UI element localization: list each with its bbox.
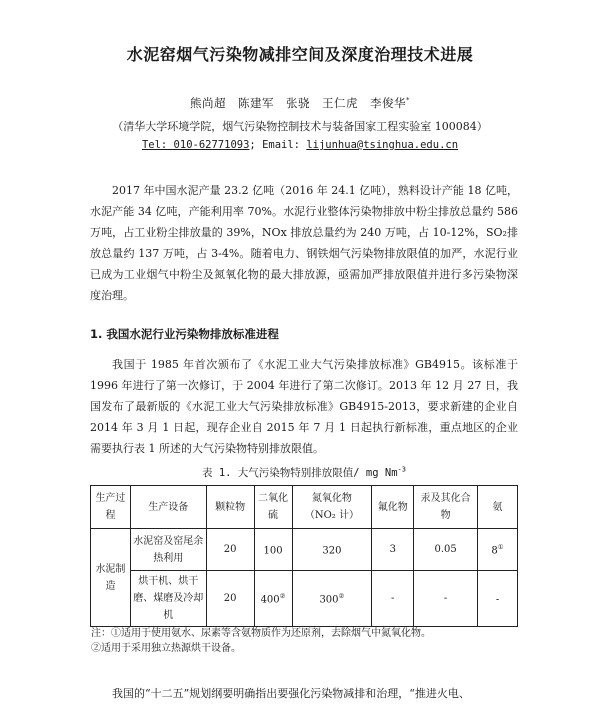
header-process: 生产过程 bbox=[91, 486, 131, 529]
fluoride-cell: - bbox=[372, 571, 414, 627]
nox-value: 320 bbox=[322, 545, 342, 557]
header-so2: 二氧化硫 bbox=[254, 486, 292, 529]
mercury-cell: 0.05 bbox=[414, 529, 478, 571]
emission-limits-table bbox=[90, 485, 518, 627]
equipment-cell: 水泥窑及窑尾余热利用 bbox=[130, 529, 206, 571]
table-row bbox=[91, 529, 518, 571]
so2-cell bbox=[254, 529, 292, 571]
mercury-cell: - bbox=[414, 571, 478, 627]
contact-separator: ; Email: bbox=[249, 139, 307, 151]
ammonia-value: 8 bbox=[491, 545, 498, 557]
ammonia-cell bbox=[478, 529, 518, 571]
table-note-1: 注：①适用于使用氨水、尿素等含氨物质作为还原剂，去除烟气中氮氧化物。 bbox=[91, 628, 431, 639]
header-particulate: 颗粒物 bbox=[206, 486, 254, 529]
nox-note-mark: ② bbox=[338, 592, 345, 601]
author-list bbox=[150, 95, 450, 111]
so2-cell bbox=[254, 571, 292, 627]
header-fluoride: 氟化物 bbox=[372, 486, 414, 529]
particulate-cell: 20 bbox=[206, 529, 254, 571]
fluoride-cell: 3 bbox=[372, 529, 414, 571]
process-cell: 水泥制造 bbox=[91, 529, 131, 627]
table-caption-exponent: -3 bbox=[397, 465, 406, 474]
contact-line bbox=[70, 139, 530, 151]
table-notes bbox=[91, 626, 517, 656]
nox-value: 300 bbox=[319, 594, 339, 606]
telephone: Tel: 010-62771093 bbox=[141, 139, 250, 151]
nox-cell bbox=[292, 571, 372, 627]
affiliation: （清华大学环境学院，烟气污染物控制技术与装备国家工程实验室 100084） bbox=[112, 120, 488, 133]
paper-title: 水泥窑烟气污染物减排空间及深度治理技术进展 bbox=[126, 45, 474, 64]
header-mercury: 汞及其化合物 bbox=[414, 486, 478, 529]
header-nox-label: 氮氧化物 bbox=[311, 493, 352, 504]
email-link[interactable]: lijunhua@tsinghua.edu.cn bbox=[306, 139, 459, 151]
so2-value: 400 bbox=[260, 594, 280, 606]
nox-cell bbox=[292, 529, 372, 571]
header-nox bbox=[292, 486, 372, 529]
so2-note-mark: ② bbox=[279, 592, 286, 601]
corresponding-author-mark: * bbox=[406, 96, 410, 105]
body-paragraph-1: 我国于 1985 年首次颁布了《水泥工业大气污染排放标准》GB4915。该标准于 1996 年进行了第一次修订，于 2004 年进行了第二次修订。2013 年 12 月 27 日，我国发布了最新版的《水泥工业大气污染排放标准》GB4915-2013，要求新建的企业自 2014 年 3 月 1 日起，现存企业自 2015 年 7 月 1 日起执行新标准，重点地区的企业需要执行表 1 所述的大气污染物特别排放限值。 bbox=[90, 358, 518, 455]
body-paragraph-2: 我国的“十二五”规划纲要明确指出要强化污染物减排和治理，“推进火电、 bbox=[112, 687, 470, 700]
header-equipment: 生产设备 bbox=[130, 486, 206, 529]
table-row bbox=[91, 571, 518, 627]
section-heading-1: 1. 我国水泥行业污染物排放标准进程 bbox=[90, 327, 279, 341]
ammonia-value: - bbox=[495, 594, 500, 606]
ammonia-note-mark: ① bbox=[497, 543, 504, 552]
header-ammonia: 氨 bbox=[478, 486, 518, 529]
particulate-cell: 20 bbox=[206, 571, 254, 627]
header-nox-sub: （NO₂ 计） bbox=[304, 510, 359, 521]
equipment-cell: 烘干机、烘干磨、煤磨及冷却机 bbox=[130, 571, 206, 627]
author-names: 熊尚超 陈建军 张骁 王仁虎 李俊华 bbox=[190, 96, 406, 110]
table-caption-text: 表 1. 大气污染物特别排放限值/ mg Nm bbox=[202, 467, 398, 479]
abstract-paragraph: 2017 年中国水泥产量 23.2 亿吨（2016 年 24.1 亿吨），熟料设计产能 18 亿吨， 水泥产能 34 亿吨，产能利用率 70%。水泥行业整体污染物排放中粉尘排放总量约 586 万吨，占工业粉尘排放量的 39%，NOx 排放总量约为 240 万吨，占 10-12%，SO₂排放总量约 137 万吨，占 3-4%。随着电力、钢铁烟气污染物排放限值的加严，水泥行业已成为工业烟气中粉尘及氮氧化物的最大排放源，亟需加严排放限值并进行多污染物深度治理。 bbox=[90, 184, 518, 302]
ammonia-cell bbox=[478, 571, 518, 627]
table-header-row bbox=[91, 486, 518, 529]
table-note-2: ②适用于采用独立热源烘干设备。 bbox=[91, 643, 241, 654]
so2-value: 100 bbox=[263, 545, 283, 557]
table-caption bbox=[90, 465, 518, 480]
